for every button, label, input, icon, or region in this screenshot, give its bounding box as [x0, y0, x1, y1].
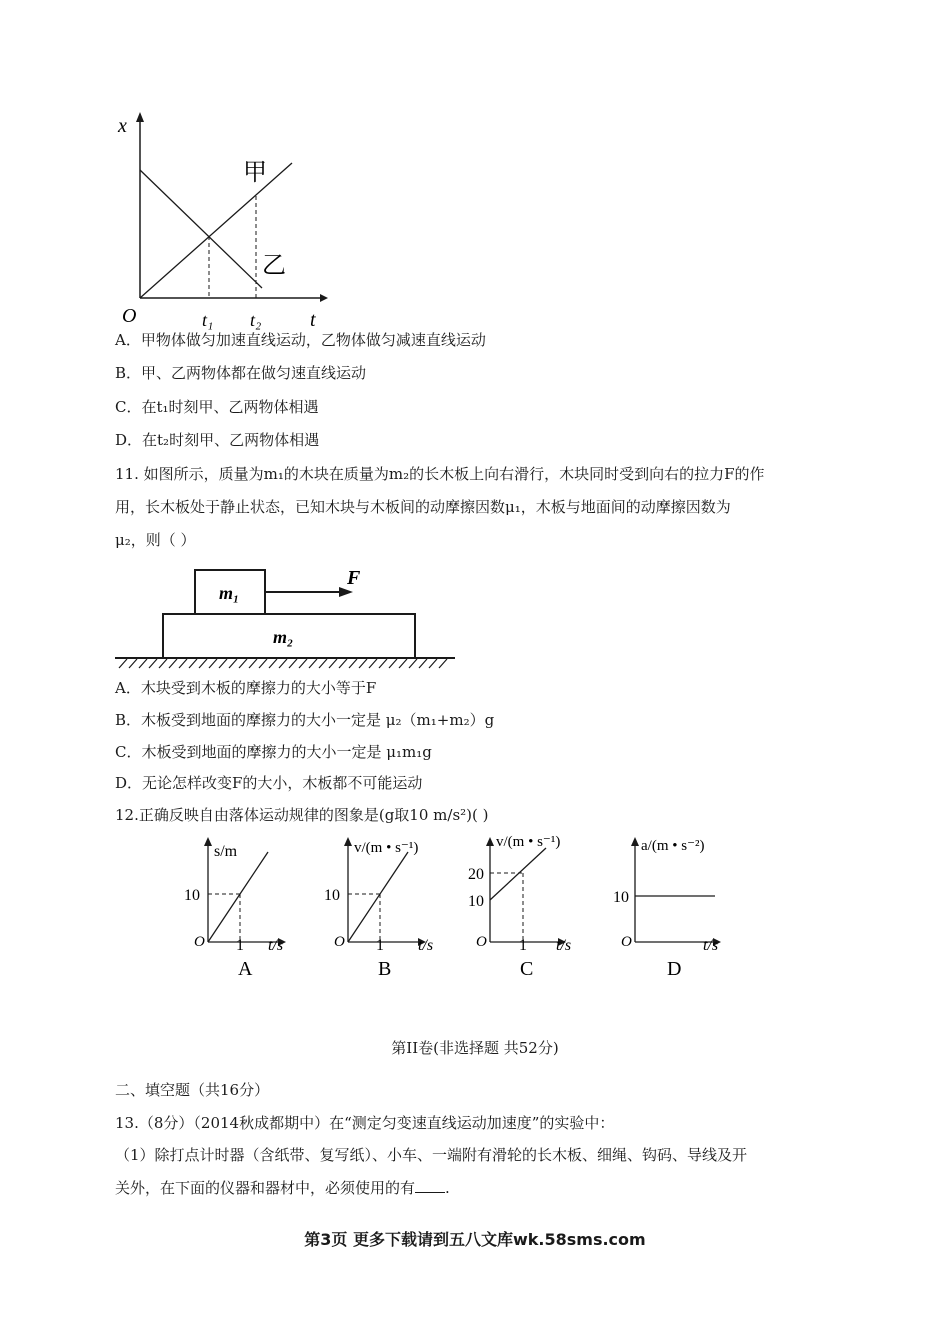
block-figure: [115, 562, 460, 670]
graph-b-xlabel: t/s: [418, 937, 434, 954]
line-yi: [140, 170, 262, 288]
graph-a-ylabel: s/m: [214, 843, 238, 860]
force-label: F: [347, 567, 361, 589]
graph-c-name: C: [520, 958, 534, 980]
t-axis-label: t: [310, 309, 316, 331]
graph-a: [180, 832, 300, 982]
q10-option-a: A．甲物体做匀加速直线运动，乙物体做匀减速直线运动: [115, 331, 486, 349]
q13-part1-text: 关外，在下面的仪器和器材中，必须使用的有: [115, 1179, 416, 1197]
q11-option-c: C．木板受到地面的摩擦力的大小一定是 μ₁m₁g: [115, 743, 432, 761]
x-axis-label: x: [118, 115, 127, 137]
graph-a-line: [208, 852, 268, 942]
graph-a-origin: O: [194, 934, 205, 950]
section-title: 第II卷(非选择题 共52分): [391, 1039, 559, 1057]
q13-part1-line1: （1）除打点计时器（含纸带、复写纸）、小车、一端附有滑轮的长木板、细绳、钩码、导线及开: [115, 1146, 748, 1164]
graph-d-xlabel: t/s: [703, 937, 719, 954]
graph-b-xtick: 1: [376, 937, 384, 954]
graph-d-origin: O: [621, 934, 632, 950]
graph-c-ytick-20: 20: [468, 866, 484, 883]
graph-a-xlabel: t/s: [268, 937, 284, 954]
q10-option-c: C．在t₁时刻甲、乙两物体相遇: [115, 398, 319, 416]
block-m1-label: m₁: [219, 583, 240, 603]
graph-c-origin: O: [476, 934, 487, 950]
graph-c-ylabel: v/(m • s⁻¹): [496, 834, 561, 850]
graph-d-name: D: [667, 958, 682, 980]
t2-label: t₂: [250, 310, 262, 330]
graph-a-ytick: 10: [184, 887, 200, 904]
graph-b-ytick: 10: [324, 887, 340, 904]
graph-c-xlabel: t/s: [556, 937, 572, 954]
xt-graph: [110, 108, 330, 333]
answer-blank[interactable]: [415, 1178, 445, 1193]
graph-c-xtick: 1: [519, 937, 527, 954]
graph-b-ylabel: v/(m • s⁻¹): [354, 840, 419, 856]
q11-stem-line3: μ₂，则（ ）: [115, 531, 196, 549]
fill-heading: 二、填空题（共16分）: [115, 1081, 270, 1099]
ground-hatch: [119, 659, 447, 668]
block-m2-label: m₂: [273, 627, 294, 647]
graph-b: [320, 832, 450, 982]
q13-stem: 13.（8分）（2014秋成都期中）在“测定匀变速直线运动加速度”的实验中：: [115, 1114, 615, 1132]
graph-a-name: A: [238, 958, 253, 980]
graph-c-ytick-10: 10: [468, 893, 484, 910]
x-axis-arrow: [136, 112, 144, 122]
graph-d-ytick: 10: [613, 889, 629, 906]
q10-option-d: D．在t₂时刻甲、乙两物体相遇: [115, 431, 320, 449]
graph-c: [460, 826, 590, 982]
q13-part1-line2: [115, 1178, 450, 1198]
line-jia-label: 甲: [243, 158, 267, 186]
graph-c-line: [490, 848, 546, 900]
q11-option-b: B．木板受到地面的摩擦力的大小一定是 μ₂（m₁+m₂）g: [115, 711, 495, 729]
origin-label: O: [122, 305, 137, 327]
page-footer: 第3页 更多下载请到五八文库wk.58sms.com: [304, 1230, 646, 1249]
graph-b-origin: O: [334, 934, 345, 950]
line-yi-label: 乙: [262, 251, 286, 279]
graph-b-line: [348, 852, 408, 942]
t1-label: t₁: [202, 310, 214, 330]
q11-option-d: D．无论怎样改变F的大小，木板都不可能运动: [115, 774, 423, 792]
q10-option-b: B．甲、乙两物体都在做匀速直线运动: [115, 364, 367, 382]
q11-stem-line1: 11. 如图所示，质量为m₁的木块在质量为m₂的长木板上向右滑行，木块同时受到向右的拉力F的作: [115, 465, 765, 483]
graph-b-name: B: [378, 958, 392, 980]
q11-stem-line2: 用，长木板处于静止状态，已知木块与木板间的动摩擦因数μ₁，木板与地面间的动摩擦因数为: [115, 498, 731, 516]
graph-a-xtick: 1: [236, 937, 244, 954]
q13-part1-end: .: [445, 1179, 450, 1197]
graph-d: [605, 830, 745, 982]
graph-d-ylabel: a/(m • s⁻²): [641, 838, 705, 854]
q12-stem: 12.正确反映自由落体运动规律的图象是(g取10 m/s²)( ): [115, 806, 489, 824]
q11-option-a: A．木块受到木板的摩擦力的大小等于F: [115, 679, 377, 697]
t-axis-arrow: [320, 294, 328, 302]
